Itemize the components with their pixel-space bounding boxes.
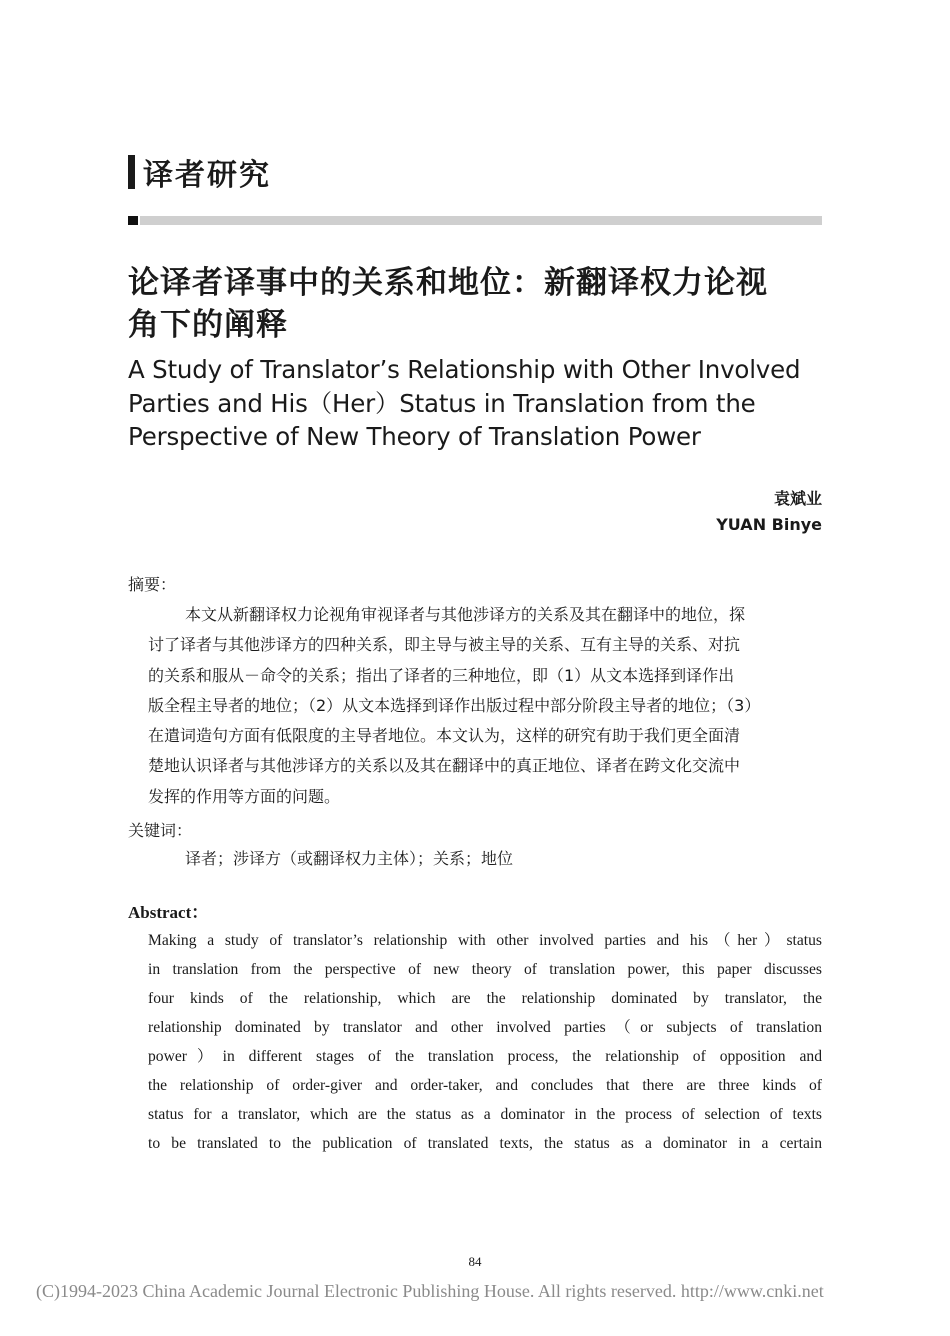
abstract-cn-body [148,600,822,812]
abstract-cn-line: 发挥的作用等方面的问题。 [148,786,341,806]
abstract-cn-line: 本文从新翻译权力论视角审视译者与其他涉译方的关系及其在翻译中的地位，探 [185,605,746,624]
section-title: 译者研究 [143,158,271,193]
title-en-line: Perspective of New Theory of Translation Power [128,422,701,451]
page-number: 84 [468,1254,482,1269]
abstract-cn-line: 在遣词造句方面有低限度的主导者地位。本文认为，这样的研究有助于我们更全面清 [148,726,741,746]
abstract-en-body [148,926,822,1158]
author-name-en: YUAN Binye [716,515,822,534]
abstract-en-line: to be translated to the publication of translated texts, the status as a dominator in a certain [148,1135,822,1152]
title-cn-line: 论译者译事中的关系和地位：新翻译权力论视 [128,265,768,301]
article-title-cn [128,262,828,346]
abstract-en-line: the relationship of order-giver and order-taker, and concludes that there are three kinds of [148,1077,822,1094]
section-header [128,152,271,192]
abstract-en-line: in translation from the perspective of new theory of translation power, this paper discusses [148,961,822,978]
abstract-en-line: relationship dominated by translator and other involved parties（or subjects of translation [148,1019,822,1036]
title-cn-line: 角下的阐释 [128,307,288,343]
abstract-cn-line: 的关系和服从－命令的关系；指出了译者的三种地位，即（1）从文本选择到译作出 [148,665,735,685]
keywords-cn-text: 译者；涉译方（或翻译权力主体）；关系；地位 [185,849,514,868]
author-name-cn: 袁斌业 [773,489,822,508]
abstract-cn-label: 摘要： [128,575,177,594]
abstract-cn-line: 楚地认识译者与其他涉译方的关系以及其在翻译中的真正地位、译者在跨文化交流中 [148,756,741,776]
author-block [716,486,822,538]
abstract-en-line: Making a study of translator’s relationship with other involved parties and his（her）status [148,932,822,949]
rule-square-marker [128,216,138,225]
header-rule [140,216,822,225]
keywords-cn-label: 关键词： [128,821,193,840]
copyright-footer: (C)1994-2023 China Academic Journal Electronic Publishing House. All rights reserved. http://www.cnki.net [36,1281,824,1301]
title-en-line: Parties and His（Her）Status in Translation from the [128,388,756,418]
title-en-line: A Study of Translator’s Relationship with Other Involved [128,355,801,384]
abstract-en-label: Abstract： [128,903,209,922]
abstract-cn-line: 版全程主导者的地位；（2）从文本选择到译作出版过程中部分阶段主导者的地位；（3） [148,695,761,715]
abstract-en-line: four kinds of the relationship, which are the relationship dominated by translator, the [148,990,822,1007]
abstract-cn-line: 讨了译者与其他涉译方的四种关系，即主导与被主导的关系、互有主导的关系、对抗 [148,635,741,655]
abstract-en-line: power）in different stages of the translation process, the relationship of opposition and [148,1048,822,1065]
article-title-en [128,353,828,454]
abstract-en-line: status for a translator, which are the status as a dominator in the process of selection of texts [148,1106,822,1123]
section-marker-bar [128,155,135,189]
